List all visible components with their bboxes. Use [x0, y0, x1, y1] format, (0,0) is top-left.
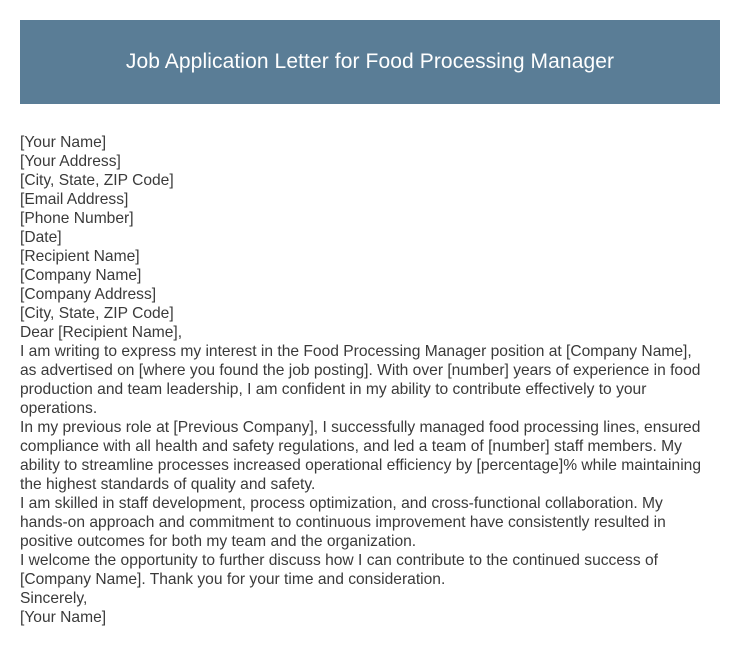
paragraph-skills — [20, 494, 730, 551]
salutation: Dear [Recipient Name], — [20, 324, 183, 341]
sender-name: [Your Name] — [20, 134, 107, 151]
sender-phone: [Phone Number] — [20, 210, 134, 227]
sender-address: [Your Address] — [20, 153, 121, 170]
paragraph-line: as advertised on [where you found the job posting]. With over [number] years of experience in food — [20, 362, 701, 379]
signature-name: [Your Name] — [20, 609, 107, 626]
paragraph-line: In my previous role at [Previous Company], I successfully managed food processing lines, ensured — [20, 419, 701, 436]
letter-body — [20, 133, 730, 627]
paragraph-line: production and team leadership, I am confident in my ability to contribute effectively to your — [20, 381, 647, 398]
page-title: Job Application Letter for Food Processing Manager — [125, 50, 615, 73]
letter-date: [Date] — [20, 229, 62, 246]
paragraph-closing — [20, 551, 730, 589]
closing: Sincerely, — [20, 590, 88, 607]
paragraph-line: [Company Name]. Thank you for your time and consideration. — [20, 571, 446, 588]
sender-email: [Email Address] — [20, 191, 129, 208]
paragraph-line: operations. — [20, 400, 98, 417]
paragraph-line: I am writing to express my interest in the Food Processing Manager position at [Company Name], — [20, 343, 692, 360]
company-name: [Company Name] — [20, 267, 142, 284]
paragraph-line: I welcome the opportunity to further discuss how I can contribute to the continued success of — [20, 552, 658, 569]
recipient-name: [Recipient Name] — [20, 248, 140, 265]
paragraph-interest — [20, 342, 730, 418]
paragraph-line: positive outcomes for both my team and the organization. — [20, 533, 417, 550]
paragraph-line: the highest standards of quality and safety. — [20, 476, 316, 493]
company-address: [Company Address] — [20, 286, 157, 303]
company-city-state-zip: [City, State, ZIP Code] — [20, 305, 174, 322]
paragraph-line: ability to streamline processes increased operational efficiency by [percentage]% while maintaining — [20, 457, 702, 474]
header-banner — [20, 20, 720, 104]
paragraph-experience — [20, 418, 730, 494]
paragraph-line: compliance with all health and safety regulations, and led a team of [number] staff members. My — [20, 438, 682, 455]
paragraph-line: I am skilled in staff development, process optimization, and cross-functional collaboration. My — [20, 495, 663, 512]
paragraph-line: hands-on approach and commitment to continuous improvement have consistently resulted in — [20, 514, 666, 531]
sender-city-state-zip: [City, State, ZIP Code] — [20, 172, 174, 189]
